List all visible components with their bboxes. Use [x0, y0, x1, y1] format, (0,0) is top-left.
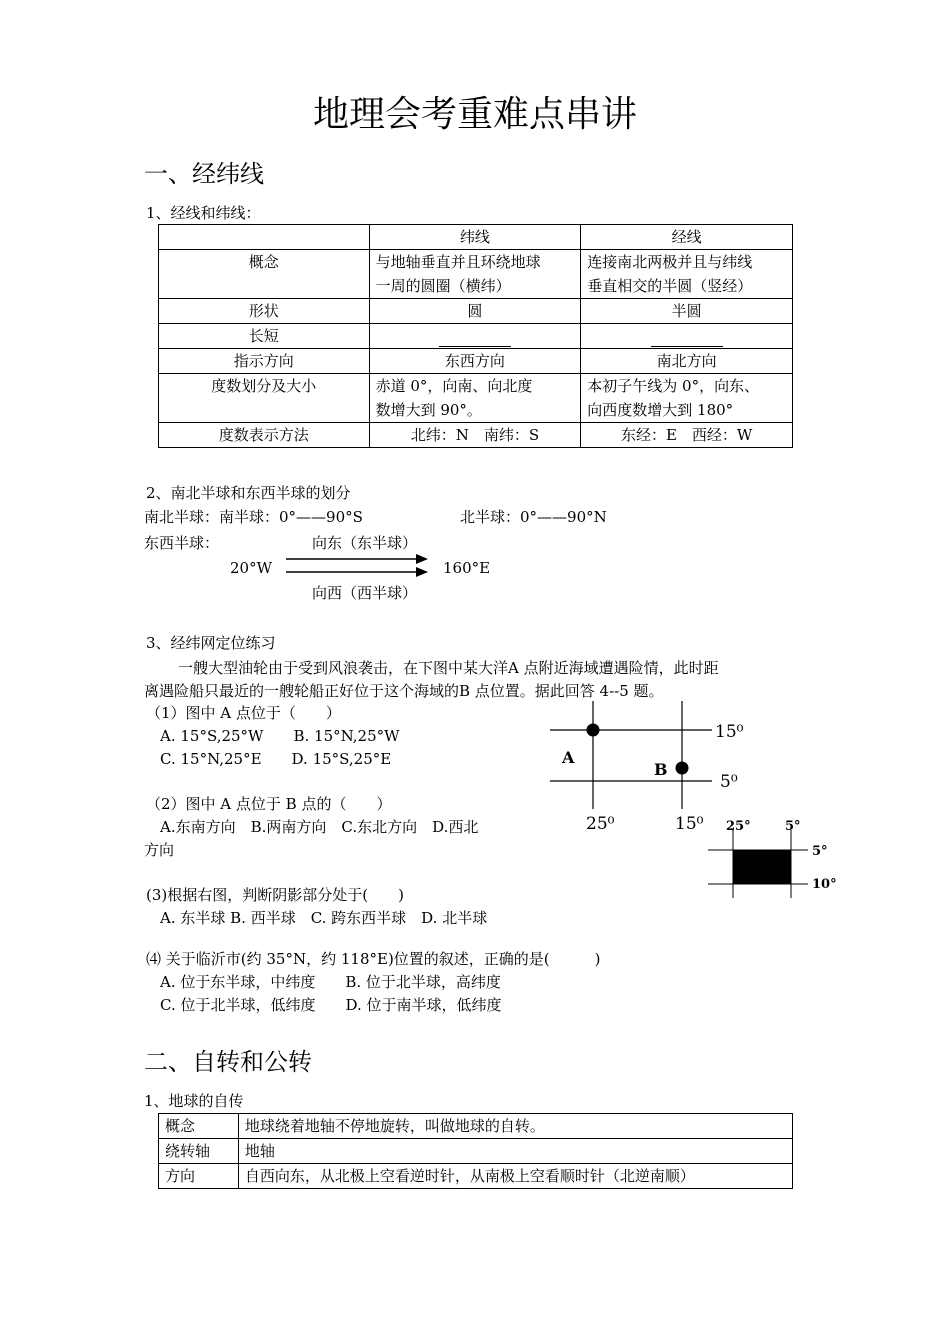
table-row	[159, 423, 793, 448]
section2-heading: 二、自转和公转	[144, 1048, 312, 1076]
lon-label-5: 5°	[785, 819, 801, 834]
cell-line: 一周的圆圈（横纬）	[375, 277, 511, 295]
row-label: 方向	[159, 1164, 239, 1189]
rotation-table	[158, 1113, 793, 1189]
cell-line: 本初子午线为 0°，向东、	[587, 377, 760, 395]
lat-cell	[369, 374, 581, 423]
shaded-area-figure	[705, 816, 840, 900]
point-b-marker	[676, 762, 689, 775]
lon-cell	[581, 324, 793, 349]
subheading-2: 2、南北半球和东西半球的划分	[146, 484, 351, 502]
question-2-options: 方向	[144, 841, 175, 859]
lon-cell	[581, 374, 793, 423]
cell-line: 数增大到 90°。	[375, 401, 482, 419]
table-row	[159, 1139, 793, 1164]
table-row	[159, 374, 793, 423]
cell-line: 向西度数增大到 180°	[587, 401, 734, 419]
section1-heading: 一、经纬线	[144, 160, 264, 188]
question-2: （2）图中 A 点位于 B 点的（ ）	[146, 795, 392, 813]
page-title: 地理会考重难点串讲	[312, 94, 637, 135]
lon-cell: 南北方向	[581, 349, 793, 374]
lon-label-25: 25⁰	[586, 814, 615, 834]
ns-hemisphere-south: 南北半球：南半球：0°——90°S	[144, 508, 363, 526]
question-paragraph: 离遇险船只最近的一艘轮船正好位于这个海域的B 点位置。据此回答 4--5 题。	[144, 682, 664, 700]
row-label: 绕转轴	[159, 1139, 239, 1164]
row-value: 地轴	[238, 1139, 792, 1164]
cell-line: 垂直相交的半圆（竖经）	[587, 277, 753, 295]
row-label: 度数划分及大小	[159, 374, 370, 423]
table-header-cell: 经线	[581, 225, 793, 250]
point-a-marker	[587, 724, 600, 737]
question-4-options: A. 位于东半球，中纬度 B. 位于北半球，高纬度	[160, 973, 501, 991]
question-2-options: A.东南方向 B.两南方向 C.东北方向 D.西北	[160, 818, 479, 836]
lat-cell: 东西方向	[369, 349, 581, 374]
lat-label-10: 10°	[812, 877, 837, 892]
table-row	[159, 250, 793, 299]
cell-line: 与地轴垂直并且环绕地球	[375, 253, 541, 271]
ew-hemisphere-label: 东西半球：	[144, 534, 220, 552]
row-value: 地球绕着地轴不停地旋转，叫做地球的自转。	[238, 1114, 792, 1139]
table-row	[159, 1164, 793, 1189]
cell-line: 连接南北两极并且与纬线	[587, 253, 753, 271]
table-row	[159, 324, 793, 349]
west-arrow-head	[416, 567, 428, 577]
section2-subheading: 1、地球的自传	[144, 1092, 244, 1110]
row-label: 概念	[159, 1114, 239, 1139]
lon-label-15: 15⁰	[675, 814, 704, 834]
question-1-options: C. 15°N,25°E D. 15°S,25°E	[160, 750, 392, 768]
question-4-options: C. 位于北半球，低纬度 D. 位于南半球，低纬度	[160, 996, 502, 1014]
table-row	[159, 299, 793, 324]
ew-arrows-diagram	[284, 552, 430, 582]
answer-blank	[439, 328, 511, 347]
lat-cell: 北纬：N 南纬：S	[369, 423, 581, 448]
table-row	[159, 349, 793, 374]
row-value: 自西向东，从北极上空看逆时针，从南极上空看顺时针（北逆南顺）	[238, 1164, 792, 1189]
row-label: 度数表示方法	[159, 423, 370, 448]
ew-east-label: 向东（东半球）	[312, 534, 418, 552]
subheading-1: 1、经线和纬线：	[146, 204, 261, 222]
lat-cell: 圆	[369, 299, 581, 324]
lat-cell	[369, 250, 581, 299]
lat-lon-table	[158, 224, 793, 448]
east-arrow-head	[416, 554, 428, 564]
lat-label-15: 15⁰	[715, 722, 744, 742]
lon-label-25: 25°	[726, 819, 751, 834]
lon-cell: 东经：E 西经：W	[581, 423, 793, 448]
lat-cell	[369, 324, 581, 349]
shaded-area	[733, 850, 791, 884]
point-a-label: A	[562, 748, 575, 767]
answer-blank	[651, 328, 723, 347]
row-label: 长短	[159, 324, 370, 349]
row-label: 指示方向	[159, 349, 370, 374]
lon-cell	[581, 250, 793, 299]
ew-right-degree: 160°E	[443, 559, 491, 577]
question-paragraph: 一艘大型油轮由于受到风浪袭击，在下图中某大洋A 点附近海域遭遇险情，此时距	[178, 659, 719, 677]
question-1: （1）图中 A 点位于（ ）	[146, 704, 341, 722]
table-header-row	[159, 225, 793, 250]
question-4: ⑷ 关于临沂市(约 35°N，约 118°E)位置的叙述，正确的是( )	[146, 950, 601, 968]
table-header-cell: 纬线	[369, 225, 581, 250]
row-label: 概念	[159, 250, 370, 299]
cell-line: 赤道 0°，向南、向北度	[375, 377, 533, 395]
ew-west-label: 向西（西半球）	[312, 584, 418, 602]
table-row	[159, 1114, 793, 1139]
lat-label-5: 5⁰	[720, 772, 738, 792]
lon-cell: 半圆	[581, 299, 793, 324]
question-3: (3)根据右图，判断阴影部分处于( )	[146, 886, 404, 904]
ew-left-degree: 20°W	[230, 559, 273, 577]
question-1-options: A. 15°S,25°W B. 15°N,25°W	[160, 727, 400, 745]
question-3-options: A. 东半球 B. 西半球 C. 跨东西半球 D. 北半球	[160, 909, 488, 927]
lat-label-5: 5°	[812, 844, 828, 859]
table-header-cell	[159, 225, 370, 250]
row-label: 形状	[159, 299, 370, 324]
ns-hemisphere-north: 北半球：0°——90°N	[460, 508, 607, 526]
point-b-label: B	[654, 760, 668, 779]
subheading-3: 3、经纬网定位练习	[146, 634, 276, 652]
